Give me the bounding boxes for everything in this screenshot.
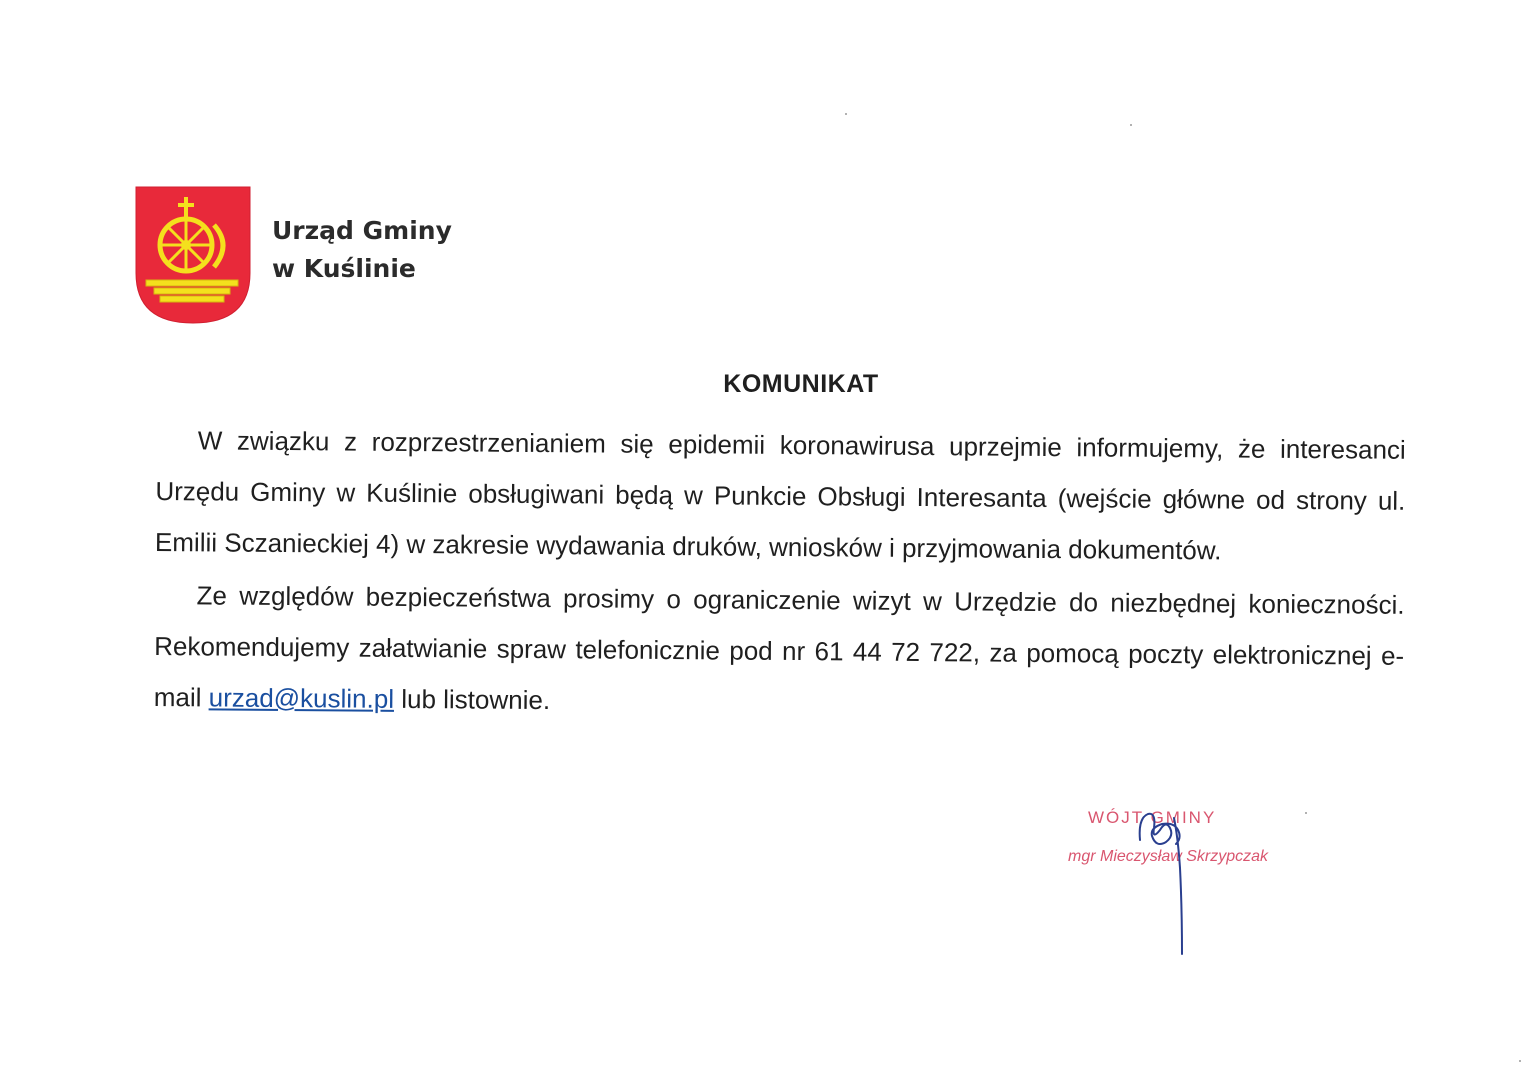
paragraph-2-text: Ze względów bezpieczeństwa prosimy o ograniczenie wizyt w Urzędzie do niezbędnej konieczności. Rekomendujemy załatwianie spraw telefonicznie pod nr 61 44 72 722, za pomocą poczty elektronicznej e-mail: [153, 580, 1405, 713]
email-link[interactable]: urzad@kuslin.pl: [208, 682, 395, 714]
paragraph-2-ending: lub listownie.: [393, 683, 551, 716]
office-name-line1: Urząd Gminy: [272, 216, 452, 245]
notice-title: KOMUNIKAT: [723, 370, 879, 398]
stamp-title: WÓJT GMINY: [1088, 808, 1217, 827]
office-name-line2: w Kuślinie: [272, 254, 416, 283]
office-name: [272, 212, 452, 288]
scan-speck: [1305, 812, 1307, 814]
handwritten-signature-icon: [1126, 778, 1216, 958]
scan-speck: [1130, 124, 1132, 126]
notice-body: [154, 415, 1406, 733]
notice-paragraph-2: [154, 570, 1405, 733]
scan-speck: [845, 113, 847, 115]
scan-speck: [1519, 1060, 1521, 1062]
notice-paragraph-1: W związku z rozprzestrzenianiem się epidemii koronawirusa uprzejmie informujemy, że interesanci Urzędu Gminy w Kuślinie obsługiwani będą w Punkcie Obsługi Interesanta (wejście główne od strony ul. Emilii Sczanieckiej 4) w zakresie wydawania druków, wniosków i przyjmowania dokumentów.: [154, 425, 1406, 566]
coat-of-arms-icon: [134, 185, 252, 325]
stamp-name: mgr Mieczysław Skrzypczak: [1068, 848, 1269, 865]
